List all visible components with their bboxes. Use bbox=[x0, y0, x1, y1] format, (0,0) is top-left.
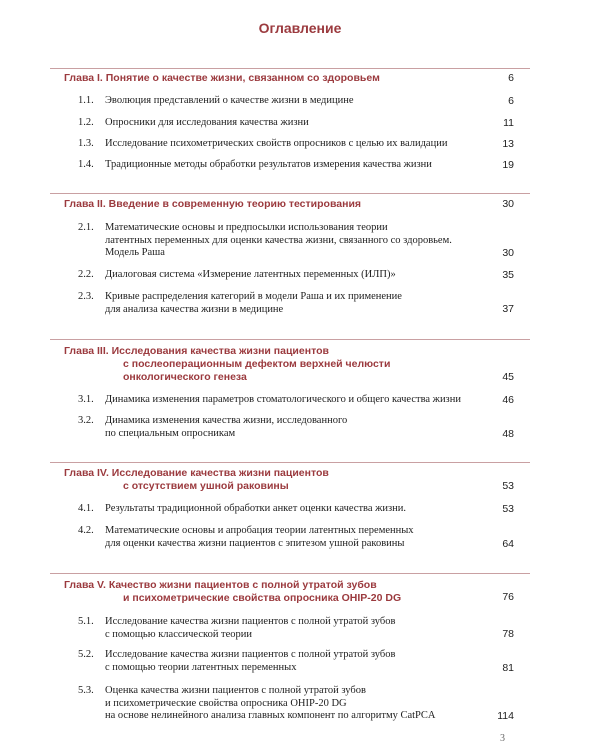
chapter-heading-line: Глава IV. Исследование качества жизни пациентов bbox=[64, 467, 329, 479]
section-page-number: 6 bbox=[508, 95, 514, 107]
chapter-divider bbox=[50, 462, 530, 463]
chapter-heading-line: Глава II. Введение в современную теорию тестирования bbox=[64, 198, 362, 210]
section-number: 2.1. bbox=[78, 222, 94, 233]
section-title-line: Опросники для исследования качества жизни bbox=[105, 117, 309, 128]
section-entry bbox=[78, 138, 498, 151]
section-title-line: Диалоговая система «Измерение латентных переменных (ИЛП)» bbox=[105, 269, 396, 280]
section-entry bbox=[78, 291, 498, 316]
section-title-line: для оценки качества жизни пациентов с эпитезом ушной раковины bbox=[105, 537, 405, 549]
section-number: 5.1. bbox=[78, 616, 94, 627]
section-number: 1.4. bbox=[78, 159, 94, 170]
chapter-page-number: 30 bbox=[502, 198, 514, 210]
section-entry bbox=[78, 95, 498, 108]
chapter-heading-line: Глава I. Понятие о качестве жизни, связанном со здоровьем bbox=[64, 72, 380, 84]
chapter-heading-line: с отсутствием ушной раковины bbox=[123, 480, 289, 492]
chapter-page-number: 76 bbox=[502, 591, 514, 603]
section-title-line: для анализа качества жизни в медицине bbox=[105, 303, 284, 315]
section-title-line: по специальным опросникам bbox=[105, 427, 236, 439]
section-title-line: Динамика изменения параметров стоматологического и общего качества жизни bbox=[105, 394, 461, 405]
section-entry bbox=[78, 525, 498, 550]
section-page-number: 114 bbox=[497, 710, 514, 722]
section-title-line: Оценка качества жизни пациентов с полной утратой зубов bbox=[105, 685, 366, 696]
section-title-line: Математические основы и предпосылки использования теории bbox=[105, 222, 388, 233]
section-title-line: Результаты традиционной обработки анкет оценки качества жизни. bbox=[105, 503, 407, 514]
section-title-line: Динамика изменения качества жизни, исследованного bbox=[105, 415, 348, 426]
section-number: 3.1. bbox=[78, 394, 94, 405]
chapter-heading bbox=[64, 467, 466, 493]
section-number: 1.1. bbox=[78, 95, 94, 106]
section-page-number: 81 bbox=[502, 662, 514, 674]
section-page-number: 13 bbox=[502, 138, 514, 150]
section-entry bbox=[78, 394, 498, 407]
section-page-number: 19 bbox=[502, 159, 514, 171]
section-title-line: Традиционные методы обработки результатов измерения качества жизни bbox=[105, 159, 432, 170]
section-entry bbox=[78, 269, 498, 282]
section-title-line: Кривые распределения категорий в модели Раша и их применение bbox=[105, 291, 402, 302]
section-title-line: Исследование качества жизни пациентов с полной утратой зубов bbox=[105, 649, 396, 660]
section-title-line: с помощью классической теории bbox=[105, 628, 253, 640]
section-entry bbox=[78, 616, 498, 641]
chapter-page-number: 53 bbox=[502, 480, 514, 492]
section-page-number: 53 bbox=[502, 503, 514, 515]
chapter-page-number: 45 bbox=[502, 371, 514, 383]
section-page-number: 37 bbox=[502, 303, 514, 315]
chapter-heading bbox=[64, 198, 466, 211]
section-entry bbox=[78, 685, 498, 723]
section-title-line: латентных переменных для оценки качества жизни, связанного со здоровьем. bbox=[105, 234, 452, 246]
section-number: 3.2. bbox=[78, 415, 94, 426]
section-number: 4.2. bbox=[78, 525, 94, 536]
chapter-heading bbox=[64, 345, 466, 384]
section-number: 2.3. bbox=[78, 291, 94, 302]
section-number: 1.3. bbox=[78, 138, 94, 149]
section-entry bbox=[78, 159, 498, 172]
chapter-divider bbox=[50, 193, 530, 194]
section-entry bbox=[78, 117, 498, 130]
chapter-heading bbox=[64, 72, 466, 85]
section-number: 4.1. bbox=[78, 503, 94, 514]
chapter-heading-line: с послеоперационным дефектом верхней челюсти bbox=[123, 358, 391, 370]
section-page-number: 35 bbox=[502, 269, 514, 281]
section-page-number: 64 bbox=[502, 538, 514, 550]
chapter-heading-line: онкологического генеза bbox=[123, 371, 247, 383]
section-page-number: 11 bbox=[503, 117, 514, 129]
section-number: 5.2. bbox=[78, 649, 94, 660]
section-title-line: Математические основы и апробация теории латентных переменных bbox=[105, 525, 414, 536]
chapter-divider bbox=[50, 339, 530, 340]
section-title-line: Исследование психометрических свойств опросников с целью их валидации bbox=[105, 138, 448, 149]
section-page-number: 78 bbox=[502, 628, 514, 640]
chapter-heading-line: и психометрические свойства опросника OHIP-20 DG bbox=[123, 592, 402, 604]
page-title: Оглавление bbox=[258, 20, 342, 36]
section-number: 1.2. bbox=[78, 117, 94, 128]
page-number: 3 bbox=[500, 733, 505, 744]
section-title-line: и психометрические свойства опросника OHIP-20 DG bbox=[105, 697, 347, 709]
chapter-heading-line: Глава III. Исследования качества жизни пациентов bbox=[64, 345, 329, 357]
section-number: 5.3. bbox=[78, 685, 94, 696]
section-page-number: 46 bbox=[502, 394, 514, 406]
section-title-line: на основе нелинейного анализа главных компонент по алгоритму CatPCA bbox=[105, 710, 436, 721]
section-number: 2.2. bbox=[78, 269, 94, 280]
section-title-line: Исследование качества жизни пациентов с полной утратой зубов bbox=[105, 616, 396, 627]
section-title-line: Модель Раша bbox=[105, 247, 165, 258]
chapter-divider bbox=[50, 68, 530, 69]
chapter-heading-line: Глава V. Качество жизни пациентов с полной утратой зубов bbox=[64, 579, 377, 591]
chapter-divider bbox=[50, 573, 530, 574]
section-entry bbox=[78, 649, 498, 674]
section-entry bbox=[78, 415, 498, 440]
chapter-heading bbox=[64, 579, 466, 605]
section-entry bbox=[78, 503, 498, 516]
section-title-line: с помощью теории латентных переменных bbox=[105, 661, 297, 673]
section-title-line: Эволюция представлений о качестве жизни в медицине bbox=[105, 95, 354, 106]
section-entry bbox=[78, 222, 498, 260]
section-page-number: 48 bbox=[502, 428, 514, 440]
section-page-number: 30 bbox=[502, 247, 514, 259]
chapter-page-number: 6 bbox=[508, 72, 514, 84]
